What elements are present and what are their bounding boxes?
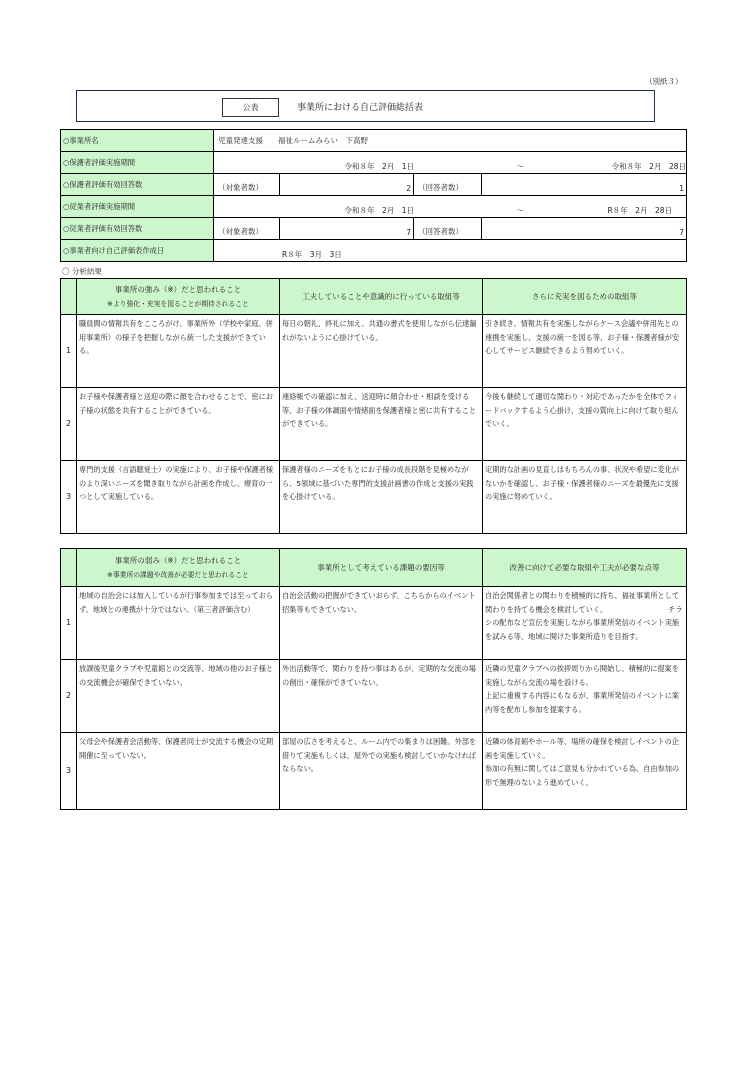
staff-period-label: ○従業者評価実施期間 — [61, 196, 214, 218]
staff-target-value: 7 — [280, 218, 414, 240]
staff-period-end: R８年 2月 28日 — [607, 206, 672, 215]
page-title: 事業所における自己評価総括表 — [297, 103, 424, 113]
office-name-row — [61, 130, 687, 152]
weaknesses-header-num — [61, 549, 77, 587]
weaknesses-header-col1-sub: ※事業所の課題や改善が必要だと思われること — [107, 570, 249, 579]
effort-cell: 保護者様のニーズをもとにお子様の成長段階を見極めながら、5領域に基づいた専門的支援計画書の作成と支援の実践を心掛けている。 — [280, 461, 483, 534]
weakness-cell: 父母会や保護者会活動等、保護者同士が交流する機会の定期開催に至っていない。 — [77, 733, 280, 810]
weaknesses-header-col3: 改善に向けて必要な取組や工夫が必要な点等 — [483, 549, 687, 587]
staff-target-label: （対象者数） — [214, 218, 280, 240]
staff-period-start: 令和８年 2月 1日 — [344, 206, 414, 215]
guardian-target-label: （対象者数） — [214, 174, 280, 196]
strength-cell: お子様や保護者様と送迎の際に顔を合わせることで、密にお子様の状態を共有することができている。 — [77, 388, 280, 461]
guardian-period-separator: ～ — [516, 162, 524, 171]
staff-count-row — [61, 218, 687, 240]
enhancement-cell: 引き続き、情報共有を実施しながらケース会議や併用先との連携を実施し、支援の統一を図る等、お子様・保護者様が安心してサービス継続できるよう努めていく。 — [483, 315, 687, 388]
office-name-label: ○事業所名 — [61, 130, 214, 152]
weakness-cell: 放課後児童クラブや児童館との交流等、地域の他のお子様との交流機会が確保できていない。 — [77, 660, 280, 733]
strength-cell: 専門的支援（言語聴覚士）の実施により、お子様や保護者様のより深いニーズを聞き取りながら計画を作成し、療育の一つとして実施している。 — [77, 461, 280, 534]
guardian-period-label: ○保護者評価実施期間 — [61, 152, 214, 174]
enhancement-cell: 定期的な計画の見直しはもちろんの事、状況や希望に変化がないかを確認し、お子様・保護者様のニーズを最優先に支援の実施に努めていく。 — [483, 461, 687, 534]
staff-count-label: ○従業者評価有効回答数 — [61, 218, 214, 240]
table-row — [61, 660, 687, 733]
guardian-respondent-label: （回答者数） — [414, 174, 482, 196]
cause-cell: 自治会活動の把握ができていおらず、こちらからのイベント招集等もできていない。 — [280, 587, 483, 660]
table-row — [61, 461, 687, 534]
analysis-section-label: 〇 分析結果 — [62, 267, 102, 276]
guardian-period-row — [61, 152, 687, 174]
table-row — [61, 587, 687, 660]
row-number: 2 — [61, 660, 77, 733]
created-date-value: R８年 3月 3日 — [282, 250, 342, 259]
strengths-header-col1-sub: ※より強化・充実を図ることが期待されること — [107, 299, 249, 308]
guardian-period-start: 令和８年 2月 1日 — [344, 162, 414, 171]
staff-period-separator: ～ — [516, 206, 524, 215]
guardian-count-label: ○保護者評価有効回答数 — [61, 174, 214, 196]
cause-cell: 外出活動等で、関わりを持つ事はあるが、定期的な交流の場の創出・確保ができていない。 — [280, 660, 483, 733]
staff-respondent-label: （回答者数） — [414, 218, 482, 240]
guardian-period-end: 令和８年 2月 28日 — [611, 162, 686, 171]
improvement-cell: 近隣の児童クラブへの挨拶周りから開始し、積極的に提案を実施しながら交流の場を設ける。 上記に重複する内容にもなるが、事業所発信のイベントに案内等を配布し参加を提案する。 — [483, 660, 687, 733]
row-number: 3 — [61, 733, 77, 810]
strength-cell: 職員間の情報共有をこころがけ、事業所外（学校や家庭、併用事業所）の様子を把握しながら統一した支援ができている。 — [77, 315, 280, 388]
guardian-period-value — [214, 152, 687, 174]
table-row — [61, 388, 687, 461]
strengths-header-col1 — [77, 279, 280, 315]
created-date-label: ○事業者向け自己評価表作成日 — [61, 240, 214, 262]
title-box — [76, 90, 655, 122]
appendix-note: （別紙３） — [645, 77, 683, 86]
staff-period-value — [214, 196, 687, 218]
improvement-cell: 自治会関係者との関わりを積極的に持ち、福祉事業所として関わりを持てる機会を検討していく。 チラシの配布など宣伝を実施しながら事業所発信のイベント実施を試みる等、地域に開けた事業所造りを目指す。 — [483, 587, 687, 660]
row-number: 3 — [61, 461, 77, 534]
weaknesses-table — [60, 548, 687, 810]
strengths-header-row — [61, 279, 687, 315]
weakness-cell: 地域の自治会には加入しているが行事参加までは至っておらず、地域との連携が十分ではない。（第三者評価含む） — [77, 587, 280, 660]
enhancement-cell: 今後も継続して適切な関わり・対応であったかを全体でフィードバックするよう心掛け、支援の質向上に向けて取り組んでいく。 — [483, 388, 687, 461]
strengths-header-col2: 工夫していることや意識的に行っている取組等 — [280, 279, 483, 315]
staff-respondent-value: 7 — [482, 218, 687, 240]
strengths-table — [60, 278, 687, 534]
weaknesses-header-row — [61, 549, 687, 587]
office-name-value: 児童発達支援 福祉ルームみらい 下高野 — [214, 130, 687, 152]
table-row — [61, 733, 687, 810]
row-number: 1 — [61, 315, 77, 388]
weaknesses-header-col1-main: 事業所の弱み（※）だと思われること — [114, 555, 242, 565]
created-date-cell — [214, 240, 687, 262]
table-row — [61, 315, 687, 388]
guardian-count-row — [61, 174, 687, 196]
public-badge: 公表 — [222, 98, 279, 117]
strengths-header-col3: さらに充実を図るための取組等 — [483, 279, 687, 315]
guardian-target-value: 2 — [280, 174, 414, 196]
weaknesses-header-col1 — [77, 549, 280, 587]
strengths-header-col1-main: 事業所の強み（※）だと思われること — [114, 284, 242, 294]
cause-cell: 部屋の広さを考えると、ルーム内での集まりは困難。外部を借りて実施もしくは、屋外での実施も検討していかなければならない。 — [280, 733, 483, 810]
guardian-respondent-value: 1 — [482, 174, 687, 196]
effort-cell: 連絡帳での確認に加え、送迎時に顔合わせ・相談を受ける等、お子様の体調面や情緒面を保護者様と密に共有することができている。 — [280, 388, 483, 461]
created-date-row — [61, 240, 687, 262]
info-table — [60, 129, 687, 262]
row-number: 1 — [61, 587, 77, 660]
staff-period-row — [61, 196, 687, 218]
improvement-cell: 近隣の体育館やホール等、場所の確保を検討しイベントの企画を実施していく。 参加の有無に関してはご意見も分かれている為、自由参加の形で無理のないよう進めていく。 — [483, 733, 687, 810]
row-number: 2 — [61, 388, 77, 461]
strengths-header-num — [61, 279, 77, 315]
weaknesses-header-col2: 事業所として考えている課題の要因等 — [280, 549, 483, 587]
effort-cell: 毎日の朝礼、終礼に加え、共通の書式を使用しながら伝達漏れがないように心掛けている。 — [280, 315, 483, 388]
